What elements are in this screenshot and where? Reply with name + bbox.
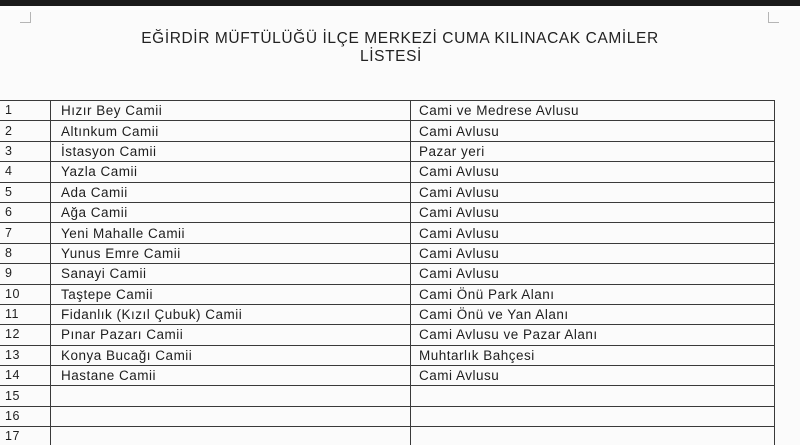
table-row: [0, 427, 775, 445]
table-row: [0, 121, 775, 141]
table-row: [0, 366, 775, 386]
table-row: [0, 243, 775, 263]
prayer-place-cell: Cami Avlusu: [411, 162, 775, 182]
mosque-name-cell: Pınar Pazarı Camii: [51, 325, 411, 345]
mosque-name-cell: İstasyon Camii: [51, 141, 411, 161]
row-number-cell: 15: [0, 386, 51, 406]
table-row: [0, 406, 775, 426]
mosque-name-cell: Hastane Camii: [51, 366, 411, 386]
row-number-cell: 4: [0, 162, 51, 182]
page-corner-mark-left: [20, 12, 31, 23]
mosque-name-cell: Konya Bucağı Camii: [51, 345, 411, 365]
mosque-name-cell: Sanayi Camii: [51, 264, 411, 284]
prayer-place-cell: Cami Avlusu: [411, 243, 775, 263]
prayer-place-cell: Pazar yeri: [411, 141, 775, 161]
prayer-place-cell: Cami Avlusu: [411, 264, 775, 284]
table-row: [0, 182, 775, 202]
mosque-name-cell: Fidanlık (Kızıl Çubuk) Camii: [51, 304, 411, 324]
mosque-name-cell: Altınkum Camii: [51, 121, 411, 141]
mosque-name-cell: Yazla Camii: [51, 162, 411, 182]
prayer-place-cell: [411, 386, 775, 406]
prayer-place-cell: Muhtarlık Bahçesi: [411, 345, 775, 365]
prayer-place-cell: Cami Avlusu ve Pazar Alanı: [411, 325, 775, 345]
prayer-place-cell: Cami Avlusu: [411, 223, 775, 243]
prayer-place-cell: Cami Avlusu: [411, 182, 775, 202]
row-number-cell: 13: [0, 345, 51, 365]
row-number-cell: 8: [0, 243, 51, 263]
mosque-name-cell: Taştepe Camii: [51, 284, 411, 304]
table-row: [0, 345, 775, 365]
document-page: [0, 6, 800, 445]
row-number-cell: 7: [0, 223, 51, 243]
prayer-place-cell: Cami Önü ve Yan Alanı: [411, 304, 775, 324]
row-number-cell: 1: [0, 101, 51, 121]
mosque-name-cell: Hızır Bey Camii: [51, 101, 411, 121]
row-number-cell: 11: [0, 304, 51, 324]
table-row: [0, 202, 775, 222]
page-corner-mark-right: [768, 12, 779, 23]
table-row: [0, 284, 775, 304]
table-row: [0, 141, 775, 161]
mosque-name-cell: Yeni Mahalle Camii: [51, 223, 411, 243]
table-row: [0, 325, 775, 345]
prayer-place-cell: [411, 406, 775, 426]
prayer-place-cell: Cami Avlusu: [411, 202, 775, 222]
mosque-name-cell: [51, 386, 411, 406]
mosque-name-cell: [51, 427, 411, 445]
table-row: [0, 264, 775, 284]
prayer-place-cell: Cami ve Medrese Avlusu: [411, 101, 775, 121]
document-title-line-2: LİSTESİ: [360, 48, 422, 66]
prayer-place-cell: Cami Önü Park Alanı: [411, 284, 775, 304]
mosque-name-cell: [51, 406, 411, 426]
row-number-cell: 14: [0, 366, 51, 386]
row-number-cell: 10: [0, 284, 51, 304]
row-number-cell: 17: [0, 427, 51, 445]
mosque-list-body: [0, 101, 775, 445]
row-number-cell: 2: [0, 121, 51, 141]
mosque-name-cell: Ağa Camii: [51, 202, 411, 222]
table-row: [0, 386, 775, 406]
document-title-line-1: EĞİRDİR MÜFTÜLÜĞÜ İLÇE MERKEZİ CUMA KILINACAK CAMİLER: [141, 30, 659, 48]
row-number-cell: 3: [0, 141, 51, 161]
table-row: [0, 101, 775, 121]
document-title: [0, 30, 800, 66]
row-number-cell: 6: [0, 202, 51, 222]
row-number-cell: 12: [0, 325, 51, 345]
prayer-place-cell: [411, 427, 775, 445]
row-number-cell: 16: [0, 406, 51, 426]
mosque-list-table: [0, 100, 775, 445]
row-number-cell: 5: [0, 182, 51, 202]
prayer-place-cell: Cami Avlusu: [411, 121, 775, 141]
mosque-name-cell: Yunus Emre Camii: [51, 243, 411, 263]
prayer-place-cell: Cami Avlusu: [411, 366, 775, 386]
table-row: [0, 223, 775, 243]
mosque-name-cell: Ada Camii: [51, 182, 411, 202]
row-number-cell: 9: [0, 264, 51, 284]
table-row: [0, 162, 775, 182]
table-row: [0, 304, 775, 324]
